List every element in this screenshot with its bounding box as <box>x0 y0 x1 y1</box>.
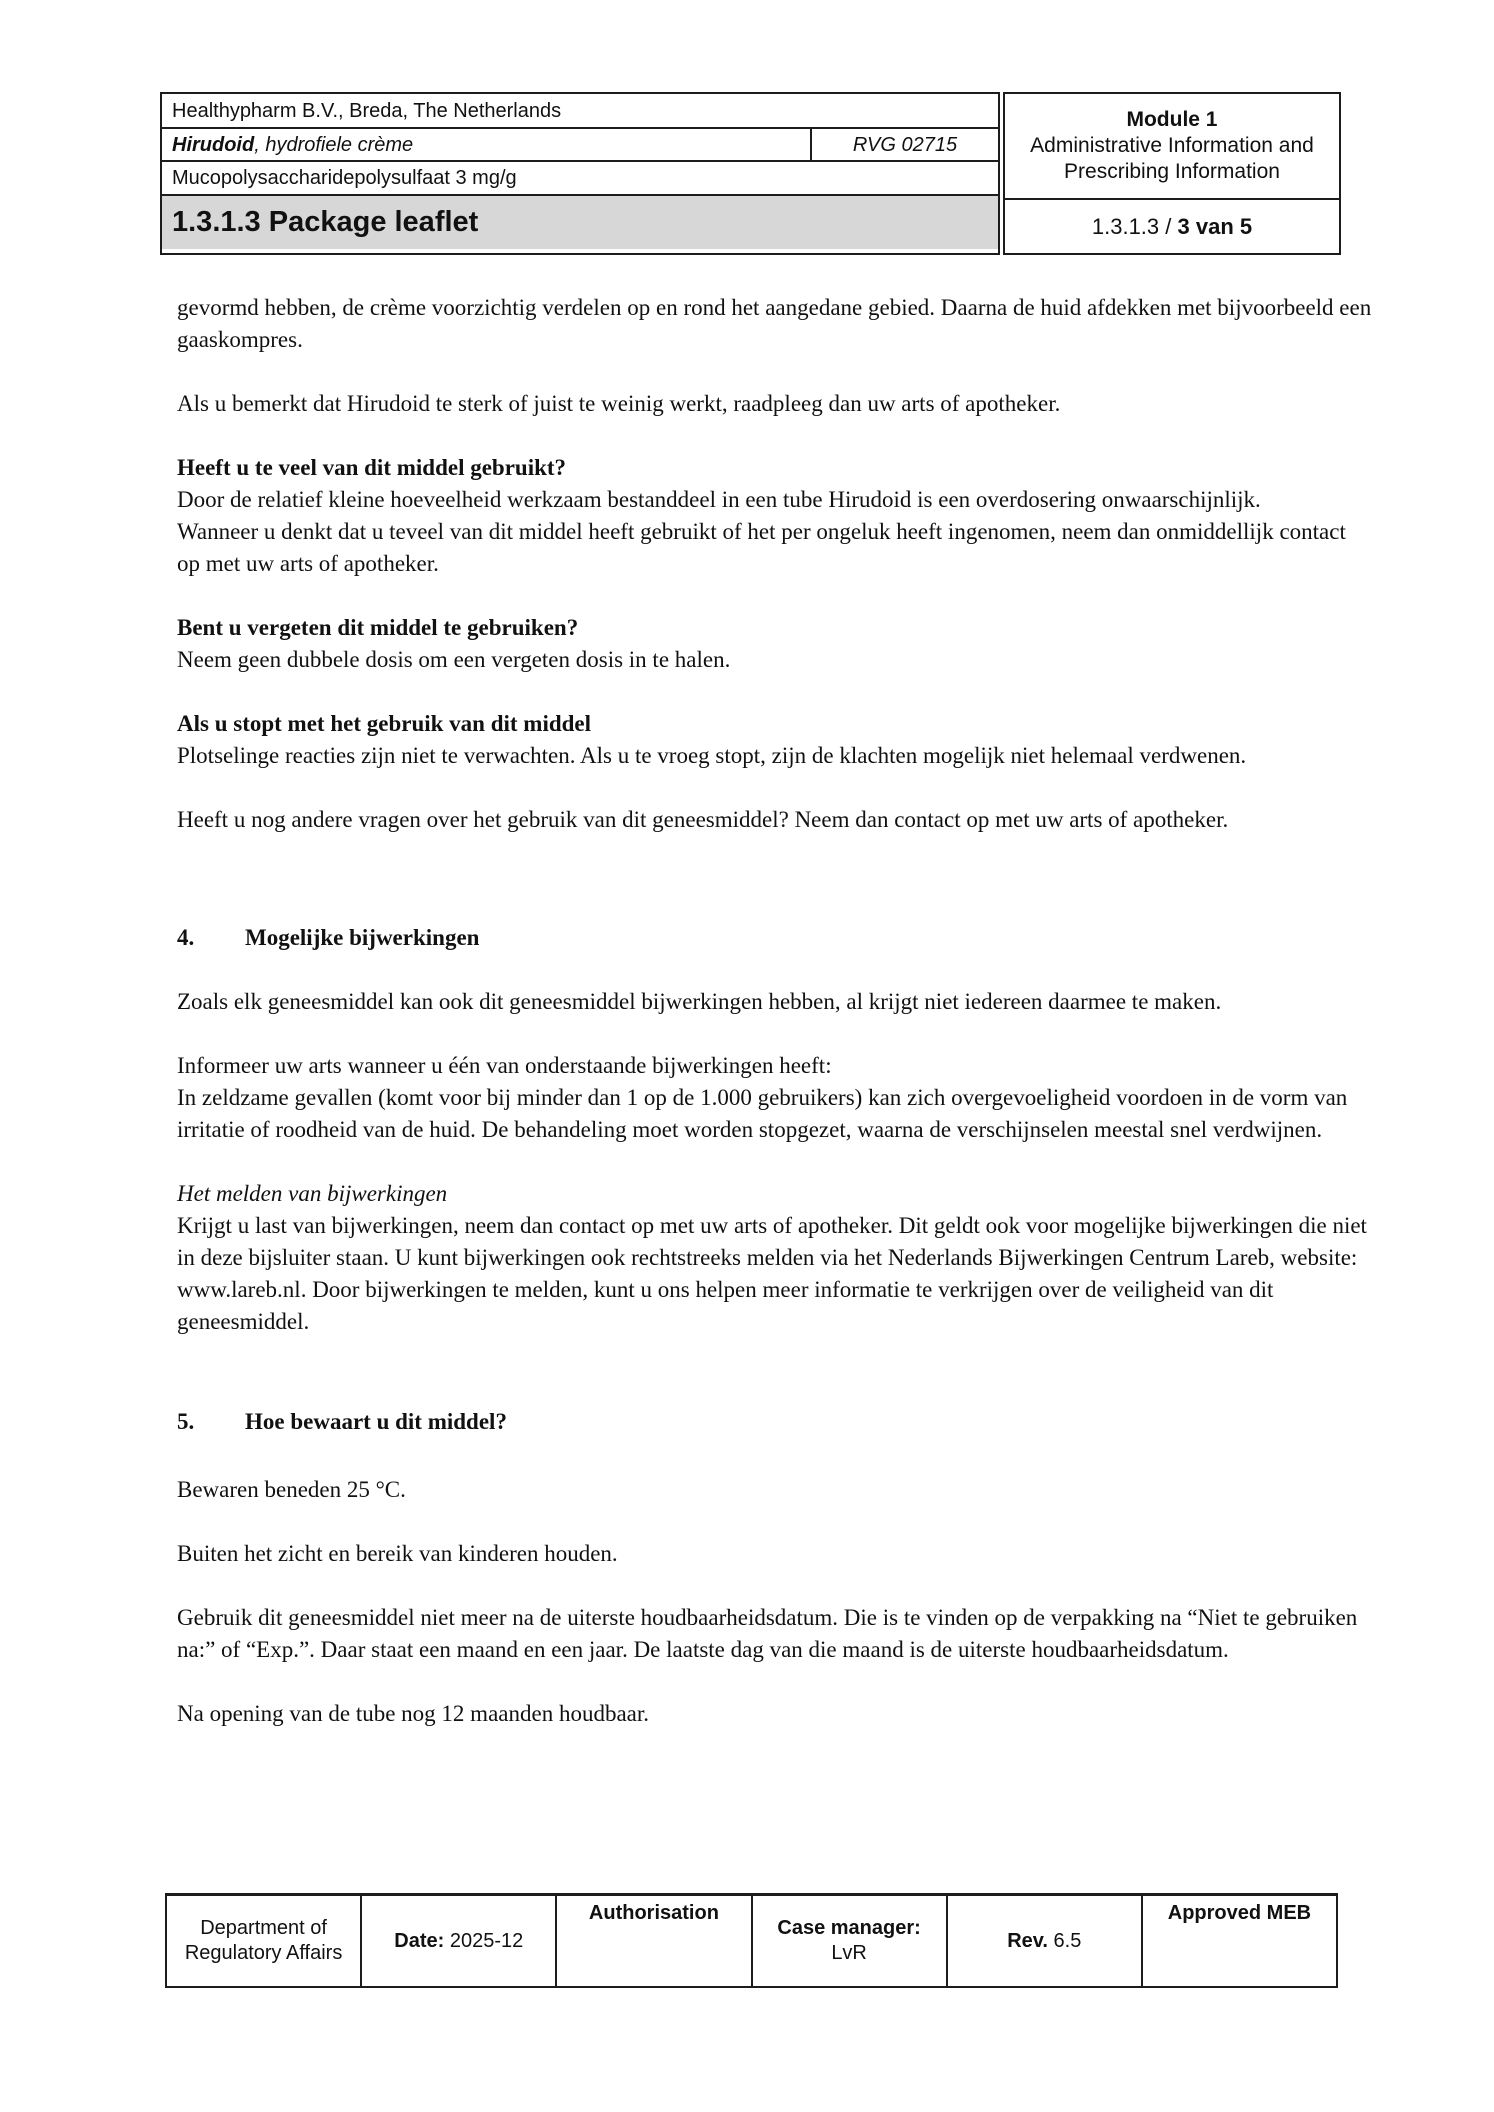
document-header <box>160 92 1341 255</box>
footer-date <box>394 1929 523 1954</box>
product-cell <box>162 129 812 160</box>
footer-rev-label: Rev. <box>1007 1929 1048 1952</box>
paragraph-continuation: gevormd hebben, de crème voorzichtig verdelen op en rond het aangedane gebied. Daarna de huid afdekken met bijvoorbeeld een gaaskompres. <box>177 295 1372 352</box>
company-row <box>162 94 998 129</box>
footer-authorisation: Authorisation <box>588 1902 719 1924</box>
rvg-number: RVG 02715 <box>852 133 958 156</box>
section-4-heading <box>177 922 1373 954</box>
paragraph-teveel-2: Wanneer u denkt dat u teveel van dit middel heeft gebruikt of het per ongeluk heeft ingenomen, neem dan onmiddellijk contact op met uw arts of apotheker. <box>177 519 1346 576</box>
section-5-title: Hoe bewaart u dit middel? <box>245 1409 507 1434</box>
page-reference-cell <box>1005 200 1339 253</box>
footer-rev-cell <box>948 1896 1143 1986</box>
company-name: Healthypharm B.V., Breda, The Netherlands <box>172 99 562 122</box>
footer-case-manager-cell <box>753 1896 948 1986</box>
page-ref-prefix: 1.3.1.3 / <box>1091 213 1172 239</box>
module-cell <box>1005 94 1339 200</box>
product-row <box>162 129 998 162</box>
product-form: , hydrofiele crème <box>254 133 414 156</box>
heading-vergeten: Bent u vergeten dit middel te gebruiken? <box>177 615 579 640</box>
header-right-table <box>1003 92 1341 255</box>
paragraph-teveel-1: Door de relatief kleine hoeveelheid werkzaam bestanddeel in een tube Hirudoid is een overdosering onwaarschijnlijk. <box>177 487 1261 512</box>
paragraph-melden: Krijgt u last van bijwerkingen, neem dan contact op met uw arts of apotheker. Dit geldt ook voor mogelijke bijwerkingen die niet in deze bijsluiter staan. U kunt bijwerkingen ook rechtstreeks melden via het Nederlands Bijwerkingen Centrum Lareb, website: www.lareb.nl. Door bijwerkingen te melden, kunt u ons helpen meer informatie te verkrijgen over de veiligheid van dit geneesmiddel. <box>177 1213 1367 1334</box>
section-4-number: 4. <box>177 925 195 950</box>
footer-approved: Approved MEB <box>1167 1902 1312 1924</box>
substance-name: Mucopolysaccharidepolysulfaat 3 mg/g <box>172 167 517 189</box>
substance-row <box>162 162 998 194</box>
leaflet-body <box>177 292 1373 1730</box>
rvg-cell <box>812 129 998 160</box>
footer-case-manager-label: Case manager: <box>777 1917 921 1939</box>
paragraph-bijwerkingen-intro: Zoals elk geneesmiddel kan ook dit geneesmiddel bijwerkingen hebben, al krijgt niet iedereen daarmee te maken. <box>177 989 1222 1014</box>
module-title: Module 1 <box>1126 108 1218 131</box>
section-4-title: Mogelijke bijwerkingen <box>245 925 480 950</box>
footer-rev <box>1007 1929 1081 1954</box>
paragraph-vergeten: Neem geen dubbele dosis om een vergeten dosis in te halen. <box>177 647 731 672</box>
page-ref-number: 3 van 5 <box>1177 213 1253 239</box>
footer-date-label: Date: <box>394 1929 445 1952</box>
section-title-bar <box>162 194 998 249</box>
footer-department-cell <box>167 1896 362 1986</box>
paragraph-kinderen: Buiten het zicht en bereik van kinderen houden. <box>177 1541 618 1566</box>
paragraph-bewaren: Bewaren beneden 25 °C. <box>177 1477 406 1502</box>
paragraph-zeldzaam: In zeldzame gevallen (komt voor bij minder dan 1 op de 1.000 gebruikers) kan zich overgevoeligheid voordoen in de vorm van irritatie of roodheid van de huid. De behandeling moet worden stopgezet, waarna de verschijnselen meestal snel verdwijnen. <box>177 1085 1348 1142</box>
paragraph-werkt: Als u bemerkt dat Hirudoid te sterk of juist te weinig werkt, raadpleeg dan uw arts of apotheker. <box>177 391 1061 416</box>
footer-case-manager-value: LvR <box>831 1942 867 1964</box>
section-5-heading <box>177 1406 1373 1438</box>
paragraph-informeer: Informeer uw arts wanneer u één van onderstaande bijwerkingen heeft: <box>177 1053 832 1078</box>
footer-department: Department of Regulatory Affairs <box>184 1917 343 1964</box>
paragraph-stopt: Plotselinge reacties zijn niet te verwachten. Als u te vroeg stopt, zijn de klachten mogelijk niet helemaal verdwenen. <box>177 743 1247 768</box>
paragraph-houdbaarheid: Gebruik dit geneesmiddel niet meer na de uiterste houdbaarheidsdatum. Die is te vinden op de verpakking na “Niet te gebruiken na:” of “Exp.”. Daar staat een maand en een jaar. De laatste dag van die maand is de uiterste houdbaarheidsdatum. <box>177 1605 1358 1662</box>
heading-melden: Het melden van bijwerkingen <box>177 1181 448 1206</box>
heading-stopt: Als u stopt met het gebruik van dit middel <box>177 711 592 736</box>
product-name: Hirudoid <box>172 133 255 156</box>
heading-teveel: Heeft u te veel van dit middel gebruikt? <box>177 455 567 480</box>
footer-rev-value: 6.5 <box>1047 1929 1082 1952</box>
section-title: 1.3.1.3 Package leaflet <box>172 206 479 238</box>
paragraph-vragen: Heeft u nog andere vragen over het gebruik van dit geneesmiddel? Neem dan contact op met uw arts of apotheker. <box>177 807 1229 832</box>
footer-date-cell <box>362 1896 557 1986</box>
section-5-number: 5. <box>177 1409 195 1434</box>
document-footer-table <box>165 1893 1338 1988</box>
footer-authorisation-cell <box>557 1896 752 1986</box>
module-line2: Prescribing Information <box>1064 160 1280 183</box>
paragraph-opening: Na opening van de tube nog 12 maanden houdbaar. <box>177 1701 650 1726</box>
header-left-table <box>160 92 1000 255</box>
footer-approved-cell <box>1143 1896 1336 1986</box>
module-line1: Administrative Information and <box>1030 134 1314 157</box>
footer-date-value: 2025-12 <box>444 1929 524 1952</box>
